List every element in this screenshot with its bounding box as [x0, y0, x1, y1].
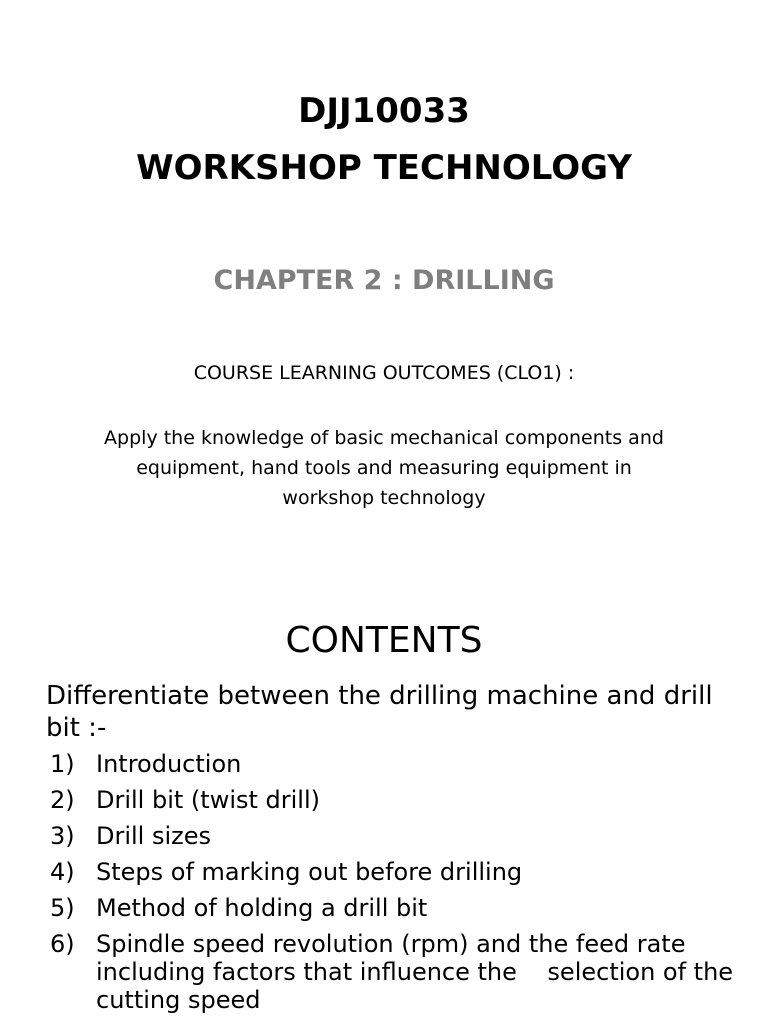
item-number: 4) — [50, 858, 75, 886]
contents-list — [50, 750, 750, 1022]
item-text: Steps of marking out before drilling — [96, 858, 523, 886]
item-number: 3) — [50, 822, 75, 850]
list-item — [50, 750, 750, 778]
clo-heading: COURSE LEARNING OUTCOMES (CLO1) : — [193, 362, 575, 384]
chapter-title: CHAPTER 2 : DRILLING — [213, 265, 555, 296]
list-item — [50, 786, 750, 814]
course-code: DJJ10033 — [298, 91, 470, 131]
item-text: Spindle speed revolution (rpm) and the feed rate including factors that influence the selection of the cutting speed — [96, 930, 741, 1014]
item-text: Introduction — [96, 750, 242, 778]
item-text: Method of holding a drill bit — [96, 894, 428, 922]
item-number: 6) — [50, 930, 75, 958]
item-number: 2) — [50, 786, 75, 814]
contents-title: CONTENTS — [285, 620, 483, 661]
item-text: Drill bit (twist drill) — [96, 786, 321, 814]
contents-slide — [0, 600, 768, 1024]
list-item — [50, 930, 750, 1014]
list-item — [50, 822, 750, 850]
item-text: Drill sizes — [96, 822, 212, 850]
list-item — [50, 894, 750, 922]
item-number: 1) — [50, 750, 75, 778]
clo-description: Apply the knowledge of basic mechanical components and equipment, hand tools and measuring equipment in workshop technology — [104, 427, 664, 509]
course-name: WORKSHOP TECHNOLOGY — [136, 148, 632, 188]
item-number: 5) — [50, 894, 75, 922]
list-item — [50, 858, 750, 886]
contents-intro: Differentiate between the drilling machine and drill bit :- — [46, 681, 713, 743]
